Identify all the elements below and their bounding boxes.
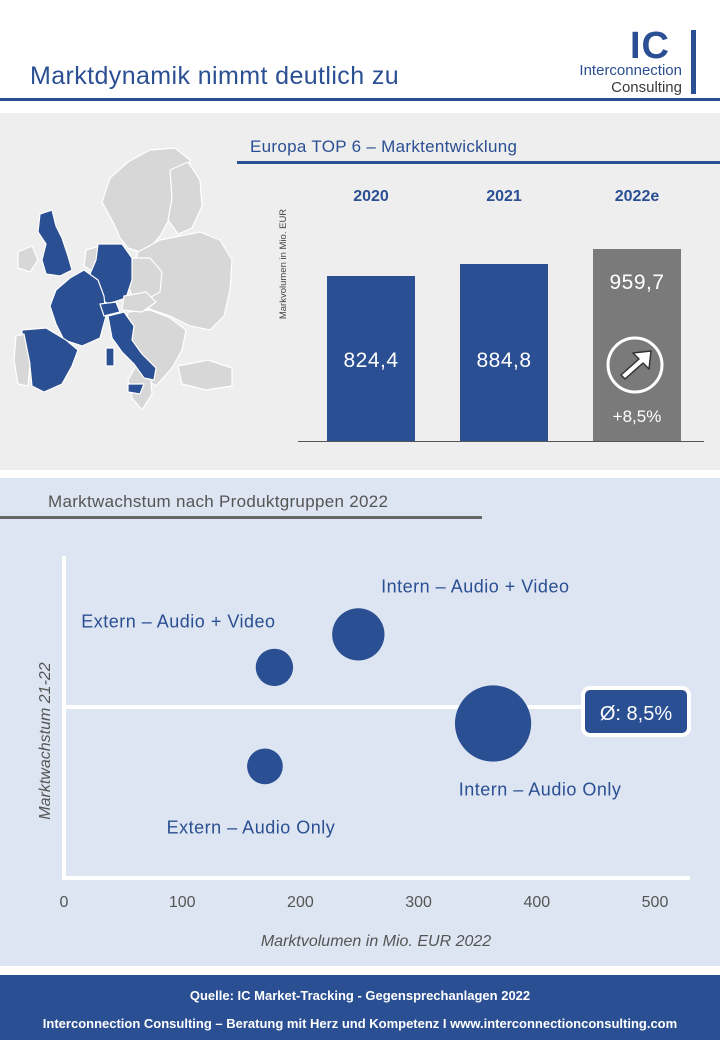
page-title: Marktdynamik nimmt deutlich zu	[30, 62, 400, 90]
header-rule	[0, 98, 720, 101]
map-sardinia	[106, 348, 114, 366]
bubble-point	[247, 749, 283, 785]
footer-tagline: Interconnection Consulting – Beratung mit Herz und Kompetenz I www.interconnectionconsulting.com	[42, 1016, 678, 1031]
x-tick-label: 0	[59, 894, 69, 911]
bubble-label: Intern – Audio + Video	[381, 576, 570, 597]
logo-bar	[691, 30, 696, 94]
bar-category-label: 2020	[353, 188, 389, 205]
bubble-chart-title: Marktwachstum nach Produktgruppen 2022	[48, 492, 389, 511]
bar-value-label: 884,8	[476, 349, 532, 372]
bubble-label: Extern – Audio + Video	[81, 611, 276, 632]
footer-source: Quelle: IC Market-Tracking - Gegensprechanlagen 2022	[189, 988, 531, 1003]
bar-chart-ylabel: Markvolumen in Mio. EUR	[278, 208, 289, 320]
bar-category-label: 2022e	[614, 188, 660, 205]
logo-line1: Interconnection	[579, 62, 682, 79]
map-ireland	[18, 246, 38, 272]
company-logo	[556, 26, 696, 96]
bar-chart-baseline	[298, 441, 704, 442]
map-france	[50, 270, 106, 346]
average-label: Ø: 8,5%	[599, 703, 673, 725]
map-united-kingdom	[38, 210, 72, 276]
europe-map-icon	[10, 140, 240, 440]
bar-value-label: 824,4	[343, 349, 399, 372]
map-turkey	[178, 360, 232, 390]
x-tick-label: 200	[287, 894, 314, 911]
arrow-up-right-icon	[605, 335, 665, 395]
bubble-point	[332, 608, 384, 660]
bubble-point	[256, 649, 293, 686]
bar-chart-title: Europa TOP 6 – Marktentwicklung	[250, 137, 518, 156]
bubble-chart	[0, 478, 720, 966]
x-tick-label: 400	[523, 894, 551, 911]
y-axis-label: Marktwachstum 21-22	[37, 662, 54, 820]
bar-category-label: 2021	[486, 188, 522, 205]
growth-label: +8,5%	[612, 407, 662, 426]
bubble-label: Intern – Audio Only	[458, 779, 622, 800]
x-tick-label: 100	[168, 894, 196, 911]
x-tick-label: 300	[405, 894, 432, 911]
bar-value-label: 959,7	[609, 271, 665, 294]
x-tick-label: 500	[641, 894, 669, 911]
x-axis-label: Marktvolumen in Mio. EUR 2022	[260, 933, 492, 950]
bar-chart-title-rule	[237, 161, 720, 164]
logo-mark: IC	[630, 25, 670, 67]
bubble-point	[455, 685, 531, 761]
logo-line2: Consulting	[611, 79, 682, 96]
bubble-label: Extern – Audio Only	[166, 817, 336, 838]
map-finland	[168, 162, 202, 234]
